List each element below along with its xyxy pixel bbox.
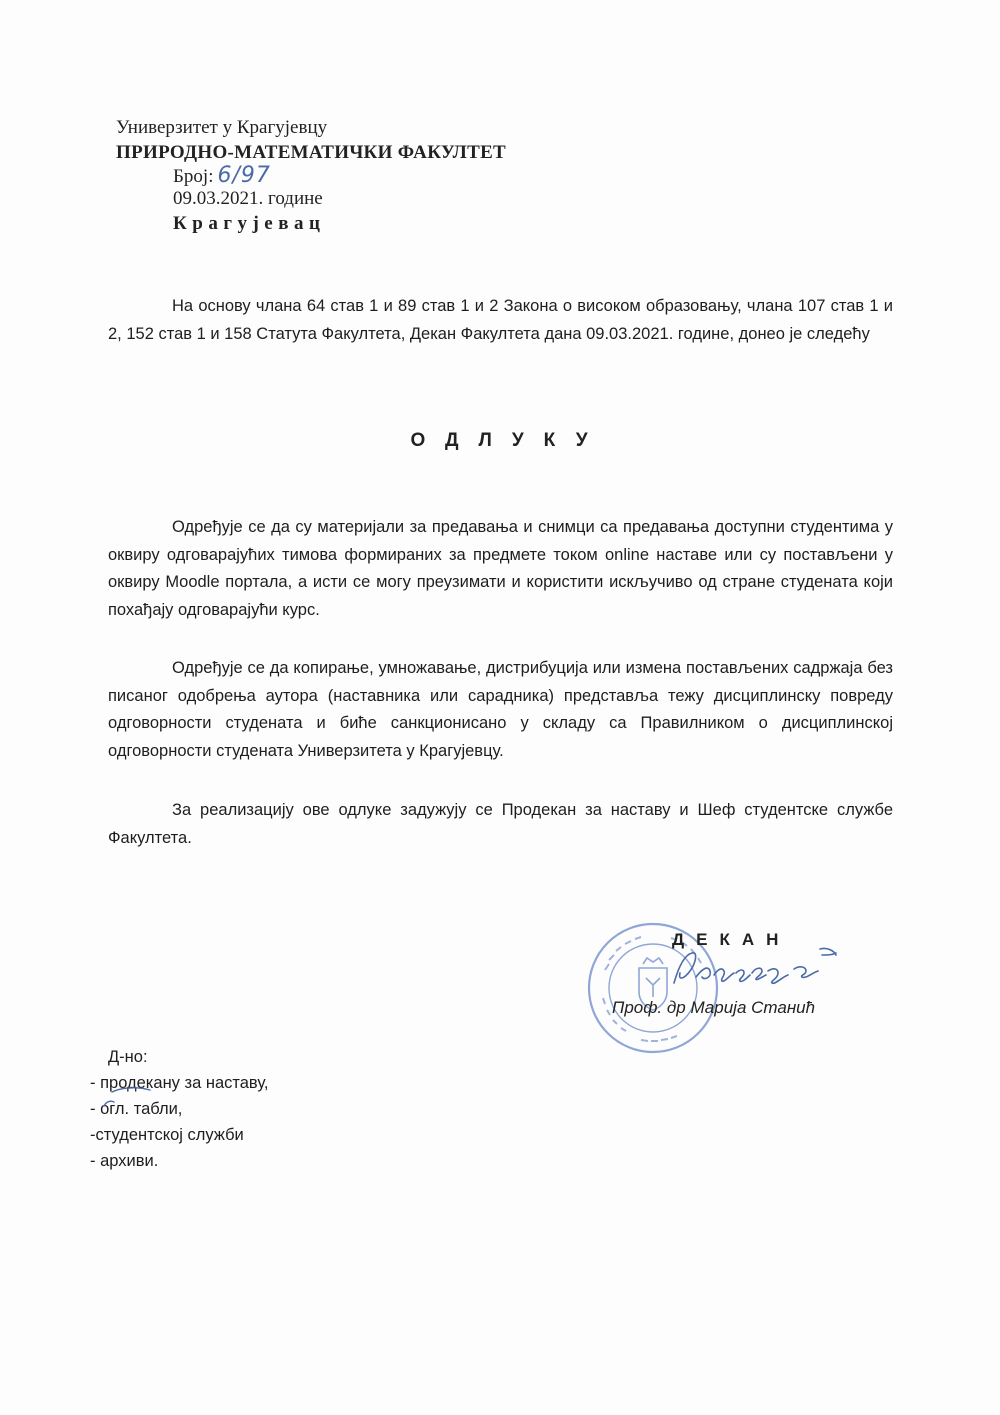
- number-label: Број:: [173, 166, 214, 187]
- distribution-item: - архиви.: [90, 1152, 159, 1170]
- handwritten-signature-icon: [660, 935, 850, 1005]
- intro-paragraph: [108, 293, 893, 348]
- paragraph-2-text: Одређује се да копирање, умножавање, дистрибуција или измена постављених садржаја без писаног одобрења аутора (наставника или сарадника) представља тежу дисциплинску повреду одговорности студената и биће санкционисано у складу са Правилником о дисциплинској одговорности студената Универзитета у Крагујевцу.: [108, 659, 893, 760]
- decision-paragraph-3: [108, 797, 893, 852]
- dean-title: ДЕКАН: [672, 930, 791, 949]
- decision-paragraph-1: [108, 514, 893, 624]
- document-date: 09.03.2021. године: [173, 188, 323, 209]
- paragraph-3-text: За реализацију ове одлуке задужују се Продекан за наставу и Шеф студентске службе Факултета.: [108, 801, 893, 847]
- distribution-heading: Д-но:: [108, 1048, 148, 1066]
- document-city: Крагујевац: [173, 213, 326, 234]
- distribution-item: - огл. табли,: [90, 1100, 183, 1118]
- distribution-item: -студентској служби: [90, 1126, 244, 1144]
- decision-paragraph-2: [108, 655, 893, 765]
- handwritten-number: 6/97: [217, 163, 271, 188]
- faculty-name: ПРИРОДНО-МАТЕМАТИЧКИ ФАКУЛТЕТ: [116, 142, 507, 163]
- decision-title: ОДЛУКУ: [410, 430, 608, 451]
- reference-number: [173, 164, 271, 189]
- distribution-item: - продекану за наставу,: [90, 1074, 269, 1092]
- handwritten-mark-icon: [98, 1080, 158, 1120]
- dean-name: Проф. др Марија Станић: [612, 998, 816, 1017]
- paragraph-1-text: Одређује се да су материјали за предавања и снимци са предавања доступни студентима у оквиру одговарајућих тимова формираних за предмете током online наставе или су постављени у оквиру Moodle портала, а исти се могу преузимати и користити искључиво од стране студената који похађају одговарајући курс.: [108, 518, 893, 619]
- intro-text: На основу члана 64 став 1 и 89 став 1 и 2 Закона о високом образовању, члана 107 став 1 и 2, 152 став 1 и 158 Статута Факултета, Декан Факултета дана 09.03.2021. године, донео је следећу: [108, 297, 893, 343]
- university-name: Универзитет у Крагујевцу: [116, 117, 328, 138]
